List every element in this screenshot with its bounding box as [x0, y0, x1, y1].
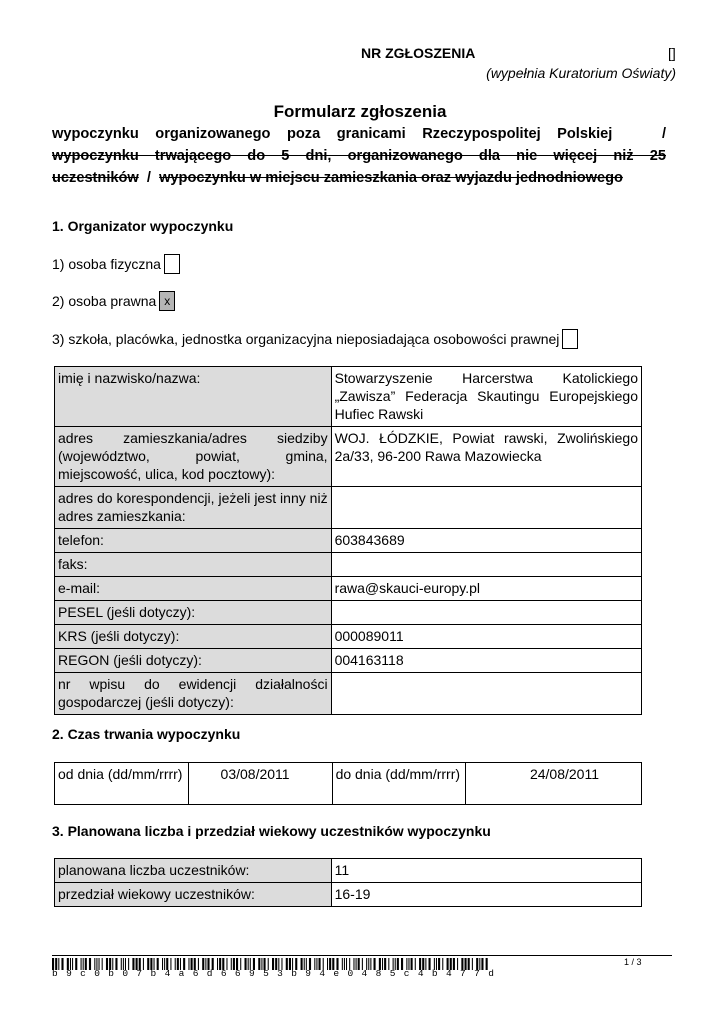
submission-number-value: []	[668, 45, 676, 61]
barcode-text: b9c0b07b4a6d66953b94e0485c4b477d	[52, 968, 503, 979]
participants-age-value[interactable]: 16-19	[331, 883, 641, 907]
table-row	[55, 601, 642, 625]
table-row	[55, 487, 642, 529]
subtitle-separator: /	[661, 126, 666, 142]
table-row	[55, 427, 642, 487]
correspondence-address-label: adres do korespondencji, jeżeli jest inny niż adres zamieszkania:	[55, 487, 332, 529]
natural-person-checkbox[interactable]	[164, 254, 180, 274]
footer-divider	[52, 955, 672, 956]
participants-count-label: planowana liczba uczestników:	[55, 859, 332, 883]
fax-label: faks:	[55, 553, 332, 577]
date-from-label: od dnia (dd/mm/rrrr)	[55, 763, 189, 805]
pesel-value[interactable]	[331, 601, 641, 625]
legal-person-checkbox[interactable]: x	[159, 291, 175, 311]
table-row	[55, 649, 642, 673]
organizer-type-option-legal-person	[52, 291, 175, 311]
business-registry-label: nr wpisu do ewidencji działalności gospodarczej (jeśli dotyczy):	[55, 673, 332, 715]
subtitle-option-short-end: uczestników	[52, 170, 139, 186]
school-checkbox[interactable]	[562, 329, 578, 349]
table-row	[55, 673, 642, 715]
phone-label: telefon:	[55, 529, 332, 553]
participants-table	[54, 858, 642, 907]
section-2-heading: 2. Czas trwania wypoczynku	[52, 726, 241, 742]
option-label: 3) szkoła, placówka, jednostka organizacyjna nieposiadająca osobowości prawnej	[52, 331, 560, 347]
address-label: adres zamieszkania/adres siedziby (województwo, powiat, gmina, miejscowość, ulica, kod pocztowy):	[55, 427, 332, 487]
date-to-label: do dnia (dd/mm/rrrr)	[332, 763, 466, 805]
business-registry-value[interactable]	[331, 673, 641, 715]
regon-label: REGON (jeśli dotyczy):	[55, 649, 332, 673]
phone-value[interactable]: 603843689	[331, 529, 641, 553]
name-label: imię i nazwisko/nazwa:	[55, 367, 332, 427]
table-row	[55, 763, 642, 805]
email-label: e-mail:	[55, 577, 332, 601]
date-to-value[interactable]: 24/08/2011	[466, 763, 642, 805]
section-1-heading: 1. Organizator wypoczynku	[52, 218, 234, 234]
email-value[interactable]: rawa@skauci-europy.pl	[331, 577, 641, 601]
duration-table	[54, 762, 642, 805]
section-3-heading: 3. Planowana liczba i przedział wiekowy uczestników wypoczynku	[52, 823, 491, 839]
correspondence-address-value[interactable]	[331, 487, 641, 529]
organizer-type-option-school	[52, 329, 578, 349]
regon-value[interactable]: 004163118	[331, 649, 641, 673]
table-row	[55, 859, 642, 883]
submission-number-label: NR ZGŁOSZENIA	[361, 45, 476, 61]
form-title: Formularz zgłoszenia	[273, 102, 447, 121]
address-value[interactable]: WOJ. ŁÓDZKIE, Powiat rawski, Zwolińskiego 2a/33, 96-200 Rawa Mazowiecka	[331, 427, 641, 487]
participants-count-value[interactable]: 11	[331, 859, 641, 883]
pesel-label: PESEL (jeśli dotyczy):	[55, 601, 332, 625]
name-value[interactable]: Stowarzyszenie Harcerstwa Katolickiego „Zawisza” Federacja Skautingu Europejskiego Hufiec Rawski	[331, 367, 641, 427]
table-row	[55, 883, 642, 907]
krs-label: KRS (jeśli dotyczy):	[55, 625, 332, 649]
subtitle-option-local: wypoczynku w miejscu zamieszkania oraz wyjazdu jednodniowego	[159, 170, 623, 186]
participants-age-label: przedział wiekowy uczestników:	[55, 883, 332, 907]
table-row	[55, 529, 642, 553]
krs-value[interactable]: 000089011	[331, 625, 641, 649]
option-label: 1) osoba fizyczna	[52, 256, 161, 272]
organizer-details-table	[54, 366, 642, 715]
page-number: 1 / 3	[624, 957, 642, 967]
table-row	[55, 553, 642, 577]
form-subtitle	[52, 123, 666, 189]
subtitle-separator: /	[146, 170, 151, 186]
date-from-value[interactable]: 03/08/2011	[188, 763, 332, 805]
fax-value[interactable]	[331, 553, 641, 577]
table-row	[55, 367, 642, 427]
table-row	[55, 625, 642, 649]
subtitle-option-short: wypoczynku trwającego do 5 dni, organizowanego dla nie więcej niż 25	[52, 148, 666, 164]
option-label: 2) osoba prawna	[52, 293, 157, 309]
subtitle-option-abroad: wypoczynku organizowanego poza granicami Rzeczypospolitej Polskiej	[52, 126, 613, 142]
submission-number-note: (wypełnia Kuratorium Oświaty)	[486, 65, 676, 81]
organizer-type-option-natural-person	[52, 254, 180, 274]
table-row	[55, 577, 642, 601]
